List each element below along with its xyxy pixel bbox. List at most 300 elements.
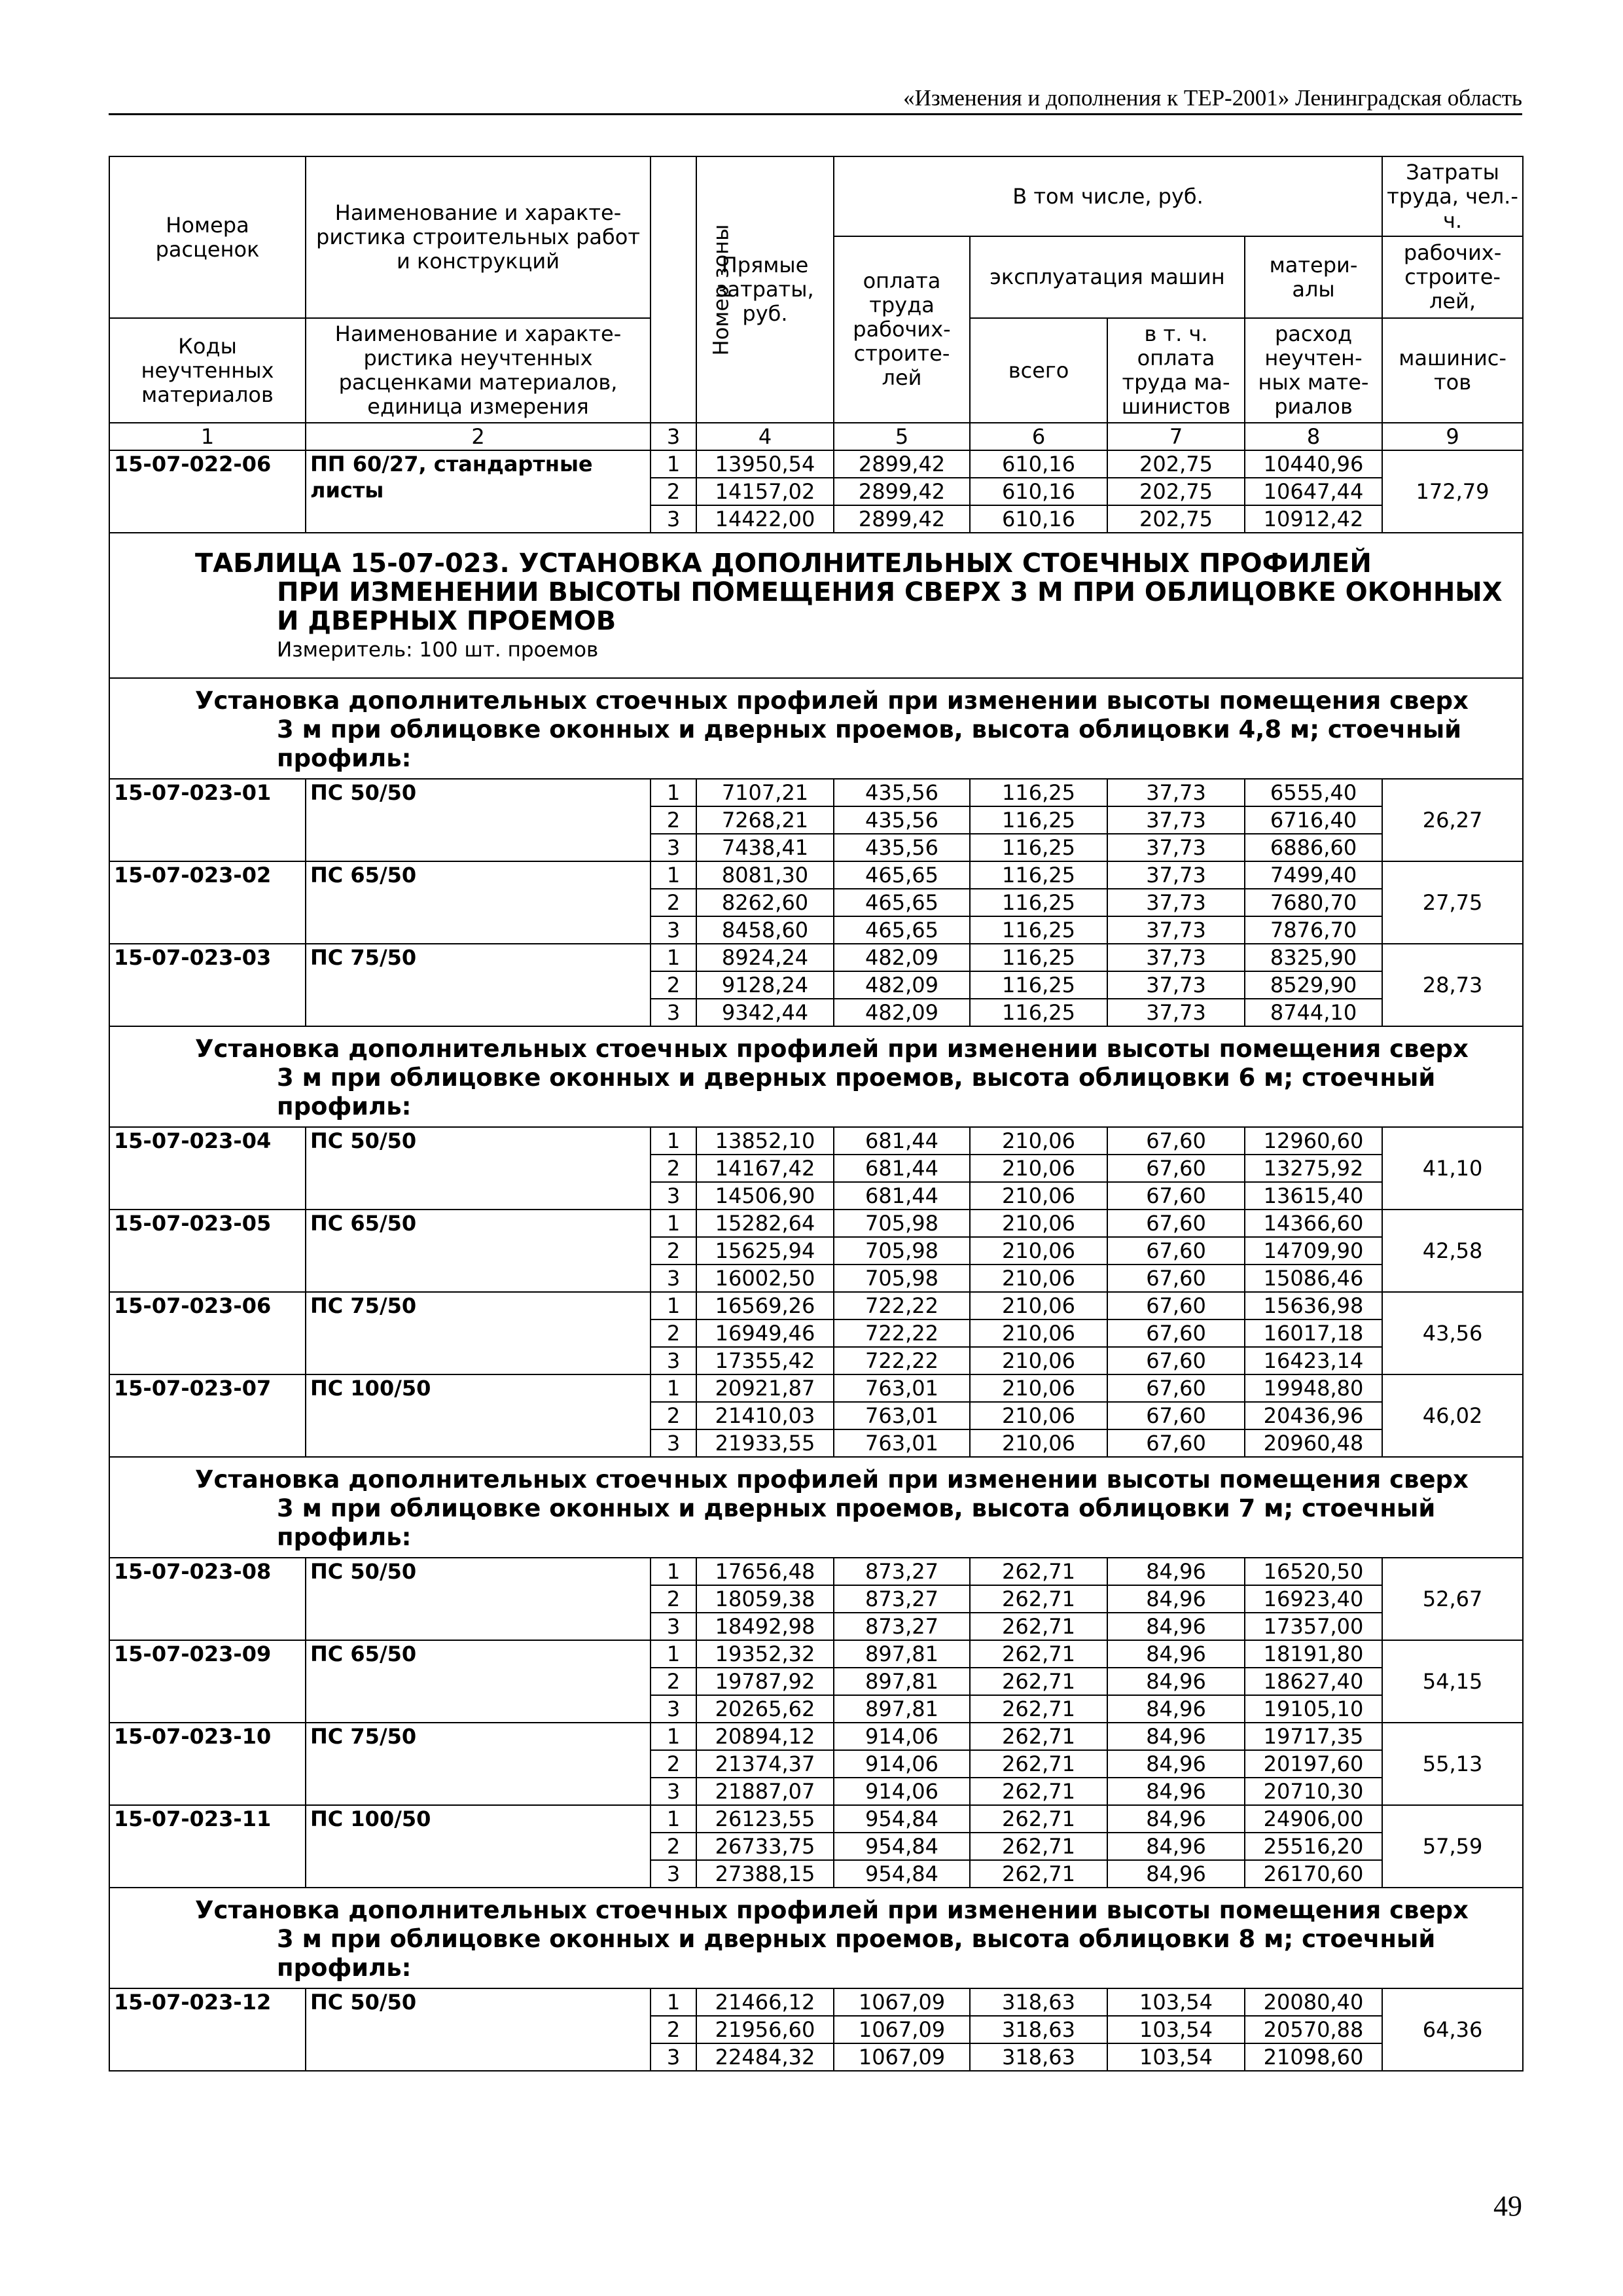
section-heading-row (109, 1026, 1523, 1127)
header-machines: эксплуатация машин (970, 236, 1245, 318)
table-row (109, 1640, 1523, 1668)
value-cell: 262,71 (970, 1833, 1107, 1860)
labor-cost-cell: 26,27 (1382, 779, 1523, 861)
section-heading-line: профиль: (277, 1092, 412, 1121)
value-cell: 210,06 (970, 1182, 1107, 1210)
table-row (109, 944, 1523, 971)
zone-cell: 2 (651, 1750, 696, 1778)
value-cell: 21956,60 (696, 2016, 834, 2043)
section-heading-line: Установка дополнительных стоечных профилей при изменении высоты помещения сверх (195, 1465, 1469, 1494)
value-cell: 202,75 (1107, 450, 1245, 478)
header-rate-numbers: Номера расценок (109, 156, 306, 318)
section-heading-row (109, 1457, 1523, 1558)
value-cell: 954,84 (834, 1860, 970, 1888)
value-cell: 954,84 (834, 1805, 970, 1833)
rate-code: 15-07-022-06 (109, 450, 306, 533)
value-cell: 1067,09 (834, 1988, 970, 2016)
page-number: 49 (1493, 2190, 1522, 2222)
zone-cell: 1 (651, 1292, 696, 1319)
zone-cell: 3 (651, 834, 696, 861)
column-number: 1 (109, 423, 306, 450)
value-cell: 84,96 (1107, 1860, 1245, 1888)
value-cell: 9342,44 (696, 999, 834, 1026)
value-cell: 435,56 (834, 834, 970, 861)
table-title-row (109, 533, 1523, 678)
value-cell: 25516,20 (1245, 1833, 1382, 1860)
value-cell: 116,25 (970, 889, 1107, 916)
value-cell: 21466,12 (696, 1988, 834, 2016)
value-cell: 1067,09 (834, 2043, 970, 2071)
value-cell: 7499,40 (1245, 861, 1382, 889)
labor-cost-cell: 57,59 (1382, 1805, 1523, 1888)
value-cell: 37,73 (1107, 779, 1245, 806)
table-row (109, 779, 1523, 806)
value-cell: 16423,14 (1245, 1347, 1382, 1374)
column-numbers-row (109, 423, 1523, 450)
value-cell: 67,60 (1107, 1374, 1245, 1402)
value-cell: 67,60 (1107, 1182, 1245, 1210)
value-cell: 37,73 (1107, 834, 1245, 861)
column-number: 2 (306, 423, 651, 450)
zone-cell: 2 (651, 1668, 696, 1695)
value-cell: 210,06 (970, 1265, 1107, 1292)
value-cell: 15086,46 (1245, 1265, 1382, 1292)
labor-cost-cell: 54,15 (1382, 1640, 1523, 1723)
value-cell: 103,54 (1107, 2043, 1245, 2071)
rate-code: 15-07-023-06 (109, 1292, 306, 1374)
column-number: 4 (696, 423, 834, 450)
zone-cell: 3 (651, 999, 696, 1026)
value-cell: 897,81 (834, 1640, 970, 1668)
value-cell: 610,16 (970, 450, 1107, 478)
value-cell: 6886,60 (1245, 834, 1382, 861)
value-cell: 37,73 (1107, 944, 1245, 971)
section-heading-line: Установка дополнительных стоечных профилей при изменении высоты помещения сверх (195, 1896, 1469, 1924)
value-cell: 681,44 (834, 1155, 970, 1182)
header-materials: матери-алы (1245, 236, 1382, 318)
rate-code: 15-07-023-12 (109, 1988, 306, 2071)
value-cell: 20960,48 (1245, 1429, 1382, 1457)
rate-name: ПС 65/50 (306, 861, 651, 944)
value-cell: 19352,32 (696, 1640, 834, 1668)
value-cell: 20710,30 (1245, 1778, 1382, 1805)
table-row (109, 1805, 1523, 1833)
value-cell: 15282,64 (696, 1210, 834, 1237)
zone-cell: 3 (651, 1265, 696, 1292)
value-cell: 16002,50 (696, 1265, 834, 1292)
value-cell: 13852,10 (696, 1127, 834, 1155)
value-cell: 763,01 (834, 1402, 970, 1429)
value-cell: 17656,48 (696, 1558, 834, 1585)
value-cell: 262,71 (970, 1613, 1107, 1640)
value-cell: 210,06 (970, 1292, 1107, 1319)
labor-cost-cell: 52,67 (1382, 1558, 1523, 1640)
table-row (109, 1292, 1523, 1319)
value-cell: 318,63 (970, 2043, 1107, 2071)
value-cell: 9128,24 (696, 971, 834, 999)
value-cell: 914,06 (834, 1723, 970, 1750)
value-cell: 116,25 (970, 779, 1107, 806)
value-cell: 116,25 (970, 861, 1107, 889)
value-cell: 897,81 (834, 1695, 970, 1723)
value-cell: 84,96 (1107, 1668, 1245, 1695)
table-row (109, 1558, 1523, 1585)
value-cell: 262,71 (970, 1585, 1107, 1613)
rate-name: ПС 50/50 (306, 1988, 651, 2071)
zone-cell: 1 (651, 1127, 696, 1155)
value-cell: 465,65 (834, 916, 970, 944)
zone-cell: 3 (651, 1429, 696, 1457)
value-cell: 84,96 (1107, 1558, 1245, 1585)
value-cell: 681,44 (834, 1127, 970, 1155)
value-cell: 210,06 (970, 1127, 1107, 1155)
value-cell: 8924,24 (696, 944, 834, 971)
value-cell: 67,60 (1107, 1265, 1245, 1292)
value-cell: 8325,90 (1245, 944, 1382, 971)
value-cell: 210,06 (970, 1429, 1107, 1457)
value-cell: 914,06 (834, 1750, 970, 1778)
rate-name: ПС 65/50 (306, 1640, 651, 1723)
value-cell: 262,71 (970, 1723, 1107, 1750)
value-cell: 84,96 (1107, 1585, 1245, 1613)
value-cell: 681,44 (834, 1182, 970, 1210)
value-cell: 13950,54 (696, 450, 834, 478)
table-title-line: ПРИ ИЗМЕНЕНИИ ВЫСОТЫ ПОМЕЩЕНИЯ СВЕРХ 3 М ПРИ ОБЛИЦОВКЕ ОКОННЫХ (277, 577, 1503, 607)
value-cell: 210,06 (970, 1402, 1107, 1429)
header-workers: рабочих-строите-лей, (1382, 236, 1523, 318)
value-cell: 21374,37 (696, 1750, 834, 1778)
value-cell: 84,96 (1107, 1695, 1245, 1723)
value-cell: 210,06 (970, 1319, 1107, 1347)
zone-cell: 3 (651, 1860, 696, 1888)
value-cell: 610,16 (970, 505, 1107, 533)
zone-cell: 2 (651, 1585, 696, 1613)
value-cell: 435,56 (834, 779, 970, 806)
section-heading-line: 3 м при облицовке оконных и дверных проемов, высота облицовки 6 м; стоечный (277, 1064, 1436, 1092)
value-cell: 20921,87 (696, 1374, 834, 1402)
value-cell: 20197,60 (1245, 1750, 1382, 1778)
table-row (109, 861, 1523, 889)
table-row (109, 1210, 1523, 1237)
value-cell: 116,25 (970, 916, 1107, 944)
value-cell: 26123,55 (696, 1805, 834, 1833)
zone-cell: 2 (651, 1833, 696, 1860)
value-cell: 914,06 (834, 1778, 970, 1805)
rate-code: 15-07-023-03 (109, 944, 306, 1026)
rate-code: 15-07-023-02 (109, 861, 306, 944)
value-cell: 262,71 (970, 1778, 1107, 1805)
value-cell: 20080,40 (1245, 1988, 1382, 2016)
rate-code: 15-07-023-01 (109, 779, 306, 861)
rate-code: 15-07-023-07 (109, 1374, 306, 1457)
value-cell: 318,63 (970, 1988, 1107, 2016)
zone-cell: 2 (651, 1402, 696, 1429)
header-zone-number (651, 156, 734, 423)
value-cell: 18492,98 (696, 1613, 834, 1640)
value-cell: 262,71 (970, 1805, 1107, 1833)
zone-cell: 3 (651, 1182, 696, 1210)
value-cell: 465,65 (834, 889, 970, 916)
value-cell: 2899,42 (834, 478, 970, 505)
value-cell: 21887,07 (696, 1778, 834, 1805)
section-heading-line: Установка дополнительных стоечных профилей при изменении высоты помещения сверх (195, 687, 1469, 715)
zone-cell: 1 (651, 1805, 696, 1833)
zone-cell: 1 (651, 861, 696, 889)
value-cell: 722,22 (834, 1292, 970, 1319)
rate-code: 15-07-023-11 (109, 1805, 306, 1888)
header-direct-costs: Прямые затраты, руб. (696, 156, 834, 423)
rate-name: ПС 75/50 (306, 1723, 651, 1805)
value-cell: 202,75 (1107, 478, 1245, 505)
value-cell: 10440,96 (1245, 450, 1382, 478)
value-cell: 14167,42 (696, 1155, 834, 1182)
rate-name: ПС 50/50 (306, 1127, 651, 1210)
value-cell: 26733,75 (696, 1833, 834, 1860)
value-cell: 873,27 (834, 1585, 970, 1613)
value-cell: 6555,40 (1245, 779, 1382, 806)
value-cell: 262,71 (970, 1668, 1107, 1695)
header-work-name: Наименование и характе-ристика строительных работ и конструкций (306, 156, 651, 318)
value-cell: 14366,60 (1245, 1210, 1382, 1237)
value-cell: 262,71 (970, 1860, 1107, 1888)
zone-cell: 2 (651, 1237, 696, 1265)
value-cell: 7107,21 (696, 779, 834, 806)
rate-name: ПС 65/50 (306, 1210, 651, 1292)
zone-cell: 3 (651, 1778, 696, 1805)
value-cell: 210,06 (970, 1347, 1107, 1374)
value-cell: 19105,10 (1245, 1695, 1382, 1723)
rate-name: ПС 50/50 (306, 779, 651, 861)
section-heading (109, 1888, 1523, 1988)
table-row (109, 1374, 1523, 1402)
value-cell: 873,27 (834, 1558, 970, 1585)
rate-name: ПС 75/50 (306, 1292, 651, 1374)
value-cell: 7268,21 (696, 806, 834, 834)
value-cell: 262,71 (970, 1750, 1107, 1778)
rate-code: 15-07-023-09 (109, 1640, 306, 1723)
table-row (109, 1127, 1523, 1155)
section-heading-row (109, 1888, 1523, 1988)
section-heading-line: профиль: (277, 1954, 412, 1982)
header-material-names: Наименование и характе-ристика неучтенных расценками материалов, единица измерения (306, 318, 651, 423)
value-cell: 7438,41 (696, 834, 834, 861)
column-number: 9 (1382, 423, 1523, 450)
zone-cell: 1 (651, 944, 696, 971)
table-title-line: И ДВЕРНЫХ ПРОЕМОВ (277, 606, 616, 636)
labor-cost-cell: 55,13 (1382, 1723, 1523, 1805)
value-cell: 20265,62 (696, 1695, 834, 1723)
zone-cell: 2 (651, 478, 696, 505)
value-cell: 16520,50 (1245, 1558, 1382, 1585)
value-cell: 116,25 (970, 834, 1107, 861)
value-cell: 67,60 (1107, 1319, 1245, 1347)
header-including: В том числе, руб. (834, 156, 1382, 236)
value-cell: 202,75 (1107, 505, 1245, 533)
value-cell: 16949,46 (696, 1319, 834, 1347)
section-heading-line: 3 м при облицовке оконных и дверных проемов, высота облицовки 7 м; стоечный (277, 1494, 1436, 1522)
value-cell: 210,06 (970, 1374, 1107, 1402)
value-cell: 705,98 (834, 1237, 970, 1265)
value-cell: 15625,94 (696, 1237, 834, 1265)
value-cell: 17355,42 (696, 1347, 834, 1374)
value-cell: 14709,90 (1245, 1237, 1382, 1265)
value-cell: 8529,90 (1245, 971, 1382, 999)
header-operators-wage: в т. ч. оплата труда ма-шинистов (1107, 318, 1245, 423)
value-cell: 20570,88 (1245, 2016, 1382, 2043)
value-cell: 14422,00 (696, 505, 834, 533)
section-heading (109, 678, 1523, 779)
zone-cell: 1 (651, 779, 696, 806)
column-number: 5 (834, 423, 970, 450)
section-heading-line: 3 м при облицовке оконных и дверных проемов, высота облицовки 4,8 м; стоечный (277, 715, 1462, 744)
value-cell: 116,25 (970, 971, 1107, 999)
column-number: 6 (970, 423, 1107, 450)
labor-cost-cell: 28,73 (1382, 944, 1523, 1026)
zone-cell: 2 (651, 806, 696, 834)
section-heading-line: профиль: (277, 1523, 412, 1551)
labor-cost-cell: 64,36 (1382, 1988, 1523, 2071)
value-cell: 84,96 (1107, 1778, 1245, 1805)
zone-cell: 2 (651, 2016, 696, 2043)
value-cell: 873,27 (834, 1613, 970, 1640)
table-row (109, 1988, 1523, 2016)
header-material-codes: Коды неучтенных материалов (109, 318, 306, 423)
zone-cell: 1 (651, 1988, 696, 2016)
section-heading-row (109, 678, 1523, 779)
value-cell: 2899,42 (834, 505, 970, 533)
rate-name: ПС 75/50 (306, 944, 651, 1026)
value-cell: 21098,60 (1245, 2043, 1382, 2071)
labor-cost-cell: 43,56 (1382, 1292, 1523, 1374)
zone-cell: 1 (651, 1558, 696, 1585)
value-cell: 8458,60 (696, 916, 834, 944)
value-cell: 116,25 (970, 999, 1107, 1026)
value-cell: 7876,70 (1245, 916, 1382, 944)
rate-code: 15-07-023-04 (109, 1127, 306, 1210)
value-cell: 897,81 (834, 1668, 970, 1695)
value-cell: 67,60 (1107, 1402, 1245, 1429)
value-cell: 116,25 (970, 944, 1107, 971)
value-cell: 210,06 (970, 1237, 1107, 1265)
rate-code: 15-07-023-05 (109, 1210, 306, 1292)
value-cell: 84,96 (1107, 1613, 1245, 1640)
value-cell: 24906,00 (1245, 1805, 1382, 1833)
column-number: 8 (1245, 423, 1382, 450)
value-cell: 19787,92 (696, 1668, 834, 1695)
rate-name: ПС 100/50 (306, 1374, 651, 1457)
value-cell: 763,01 (834, 1429, 970, 1457)
rate-code: 15-07-023-08 (109, 1558, 306, 1640)
value-cell: 482,09 (834, 999, 970, 1026)
value-cell: 722,22 (834, 1319, 970, 1347)
value-cell: 8081,30 (696, 861, 834, 889)
header-machines-total: всего (970, 318, 1107, 423)
value-cell: 21410,03 (696, 1402, 834, 1429)
value-cell: 18059,38 (696, 1585, 834, 1613)
labor-cost-cell: 41,10 (1382, 1127, 1523, 1210)
value-cell: 20894,12 (696, 1723, 834, 1750)
value-cell: 103,54 (1107, 2016, 1245, 2043)
header-unaccounted-materials: расход неучтен-ных мате-риалов (1245, 318, 1382, 423)
value-cell: 8744,10 (1245, 999, 1382, 1026)
zone-cell: 1 (651, 450, 696, 478)
value-cell: 67,60 (1107, 1127, 1245, 1155)
value-cell: 482,09 (834, 944, 970, 971)
zone-cell: 1 (651, 1374, 696, 1402)
value-cell: 262,71 (970, 1695, 1107, 1723)
value-cell: 37,73 (1107, 999, 1245, 1026)
value-cell: 67,60 (1107, 1237, 1245, 1265)
value-cell: 14157,02 (696, 478, 834, 505)
value-cell: 37,73 (1107, 861, 1245, 889)
value-cell: 705,98 (834, 1210, 970, 1237)
value-cell: 67,60 (1107, 1210, 1245, 1237)
section-heading-line: Установка дополнительных стоечных профилей при изменении высоты помещения сверх (195, 1035, 1469, 1063)
zone-cell: 3 (651, 1695, 696, 1723)
value-cell: 67,60 (1107, 1292, 1245, 1319)
value-cell: 18191,80 (1245, 1640, 1382, 1668)
value-cell: 84,96 (1107, 1640, 1245, 1668)
zone-cell: 3 (651, 1613, 696, 1640)
value-cell: 27388,15 (696, 1860, 834, 1888)
value-cell: 722,22 (834, 1347, 970, 1374)
value-cell: 954,84 (834, 1833, 970, 1860)
value-cell: 482,09 (834, 971, 970, 999)
zone-cell: 3 (651, 505, 696, 533)
rate-name: ПС 50/50 (306, 1558, 651, 1640)
zone-cell: 2 (651, 889, 696, 916)
zone-cell: 2 (651, 1319, 696, 1347)
value-cell: 37,73 (1107, 971, 1245, 999)
zone-cell: 3 (651, 916, 696, 944)
value-cell: 103,54 (1107, 1988, 1245, 2016)
zone-cell: 3 (651, 2043, 696, 2071)
rates-table (109, 156, 1524, 2072)
running-header-text: «Изменения и дополнения к ТЕР-2001» Ленинградская область (903, 85, 1522, 111)
value-cell: 84,96 (1107, 1750, 1245, 1778)
value-cell: 705,98 (834, 1265, 970, 1292)
value-cell: 1067,09 (834, 2016, 970, 2043)
value-cell: 67,60 (1107, 1155, 1245, 1182)
value-cell: 84,96 (1107, 1805, 1245, 1833)
rate-code: 15-07-023-10 (109, 1723, 306, 1805)
labor-cost-cell: 172,79 (1382, 450, 1523, 533)
value-cell: 17357,00 (1245, 1613, 1382, 1640)
table-row (109, 450, 1523, 478)
value-cell: 610,16 (970, 478, 1107, 505)
labor-cost-cell: 42,58 (1382, 1210, 1523, 1292)
value-cell: 12960,60 (1245, 1127, 1382, 1155)
section-heading-line: 3 м при облицовке оконных и дверных проемов, высота облицовки 8 м; стоечный (277, 1925, 1436, 1953)
value-cell: 19948,80 (1245, 1374, 1382, 1402)
header-wage: оплата труда рабочих-строите-лей (834, 236, 970, 423)
value-cell: 210,06 (970, 1210, 1107, 1237)
value-cell: 20436,96 (1245, 1402, 1382, 1429)
value-cell: 465,65 (834, 861, 970, 889)
value-cell: 13615,40 (1245, 1182, 1382, 1210)
table-title (109, 533, 1523, 678)
labor-cost-cell: 27,75 (1382, 861, 1523, 944)
value-cell: 8262,60 (696, 889, 834, 916)
measure-unit: Измеритель: 100 шт. проемов (277, 638, 599, 662)
value-cell: 26170,60 (1245, 1860, 1382, 1888)
section-heading-line: профиль: (277, 744, 412, 772)
value-cell: 318,63 (970, 2016, 1107, 2043)
value-cell: 19717,35 (1245, 1723, 1382, 1750)
value-cell: 21933,55 (696, 1429, 834, 1457)
value-cell: 22484,32 (696, 2043, 834, 2071)
value-cell: 18627,40 (1245, 1668, 1382, 1695)
